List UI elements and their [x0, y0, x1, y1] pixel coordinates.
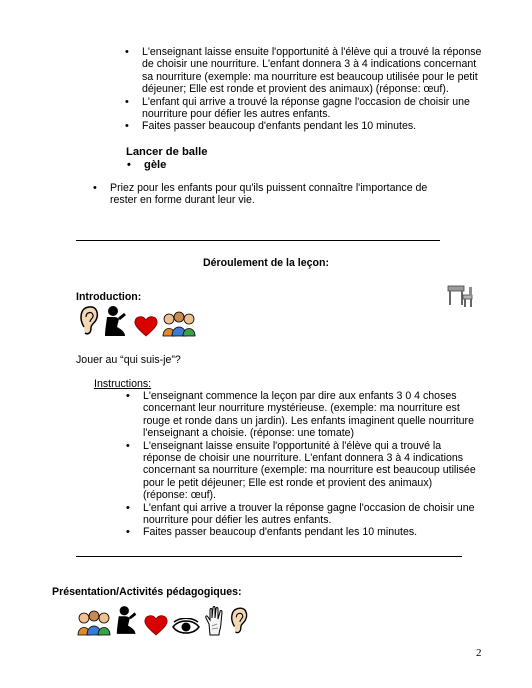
intro-icon-row	[78, 305, 197, 337]
classroom-desk-icon	[445, 283, 475, 312]
list-item: • L'enfant qui arrive a trouvé la réponse gagne l'occasion de choisir une nourriture pour défier les autres enfants.	[142, 96, 487, 121]
page-number: 2	[476, 647, 482, 659]
eye-icon	[171, 618, 201, 636]
list-item: • L'enseignant laisse ensuite l'opportunité à l'élève qui a trouvé la réponse de choisir une nourriture. L'enfant donnera 3 à 4 indications concernant sa nourriture (exemple: ma nourriture est beaucoup utilisée pour le petit déjeuner; Elle est ronde et provient des animaux) (réponse: œuf).	[142, 46, 487, 96]
section-title: Déroulement de la leçon:	[203, 257, 329, 269]
list-item: • Faites passer beaucoup d'enfants pendant les 10 minutes.	[142, 120, 487, 132]
list-item: • L'enfant qui arrive a trouver la réponse gagne l'occasion de choisir une nourriture pour défier les autres enfants.	[143, 502, 478, 527]
heart-icon	[144, 614, 168, 636]
ear-icon	[229, 606, 249, 636]
lancer-list	[144, 159, 166, 171]
game-line: Jouer au “qui suis-je”?	[76, 354, 181, 366]
praying-child-icon	[115, 604, 141, 636]
list-item: • L'enseignant commence la leçon par dire aux enfants 3 0 4 choses concernant leur nourriture mystérieuse. (exemple: ma nourriture est rouge et ronde dans un jardin). Les enfants imaginent quelle nourriture l'enseignant a choisie. (réponse: une tomate)	[143, 390, 478, 440]
presentation-icon-row	[76, 604, 249, 636]
divider	[76, 240, 440, 241]
instructions-label: Instructions:	[94, 378, 152, 390]
list-item: • L'enseignant laisse ensuite l'opportunité à l'élève qui a trouvé la réponse de choisir une nourriture. L'enfant donnera 3 à 4 indications concernant sa nourriture (exemple: ma nourriture est beaucoup utilisée pour le petit déjeuner; Elle est ronde et provient des animaux) (réponse: œuf).	[143, 440, 478, 502]
group-children-icon	[161, 311, 197, 337]
heart-icon	[134, 315, 158, 337]
list-item: • gèle	[144, 159, 166, 171]
list-item: • Faites passer beaucoup d'enfants pendant les 10 minutes.	[143, 526, 478, 538]
list-item: • Priez pour les enfants pour qu'ils puissent connaître l'importance de rester en forme durant leur vie.	[110, 182, 455, 207]
presentation-heading: Présentation/Activités pédagogiques:	[52, 586, 242, 598]
instructions-list	[143, 390, 478, 539]
intro-heading: Introduction:	[76, 291, 142, 303]
ear-icon	[78, 305, 100, 337]
group-children-icon	[76, 610, 112, 636]
hand-icon	[204, 606, 226, 636]
lancer-title: Lancer de balle	[126, 146, 208, 158]
divider	[76, 556, 462, 557]
top-bullet-list	[142, 46, 487, 133]
praying-child-icon	[103, 305, 131, 337]
prayer-list	[110, 182, 455, 207]
